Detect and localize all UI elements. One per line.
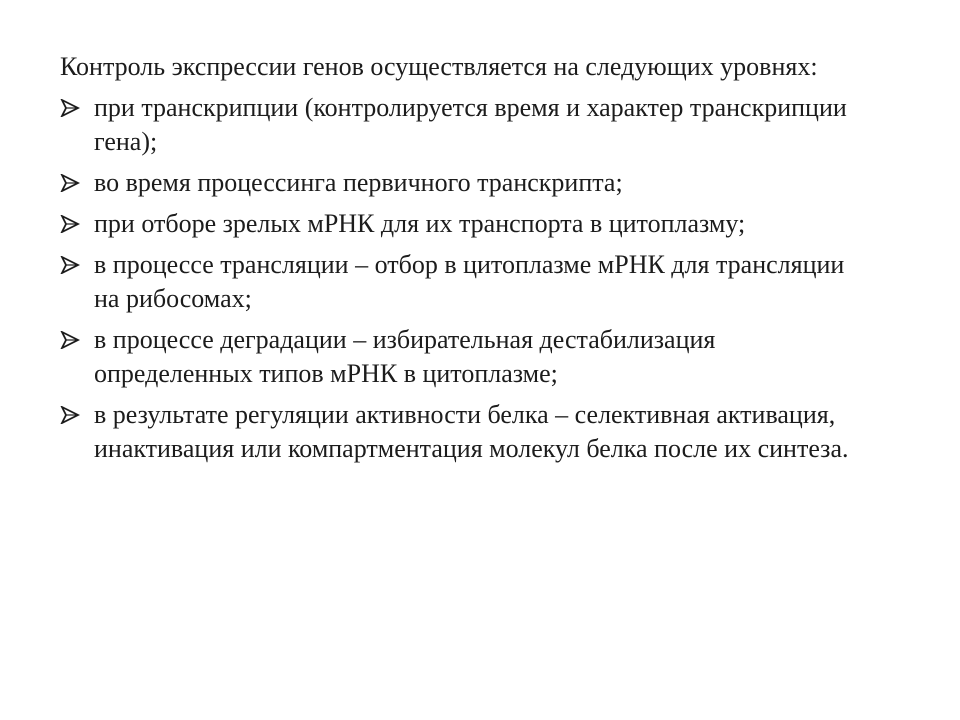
list-item [60, 398, 860, 466]
bullet-list [60, 91, 860, 466]
list-item-text: при отборе зрелых мРНК для их транспорта в цитоплазму; [94, 209, 746, 238]
slide-content [60, 50, 860, 473]
list-item-text: в процессе трансляции – отбор в цитоплазме мРНК для трансляции на рибосомах; [94, 250, 845, 313]
intro-text: Контроль экспрессии генов осуществляется на следующих уровнях: [60, 52, 818, 81]
list-item-text: в результате регуляции активности белка – селективная активация, инактивация или компартментация молекул белка после их синтеза. [94, 400, 849, 463]
list-item [60, 207, 860, 241]
arrow-bullet-icon [60, 99, 80, 117]
list-item [60, 91, 860, 159]
arrow-bullet-icon [60, 174, 80, 192]
arrow-bullet-icon [60, 406, 80, 424]
arrow-bullet-icon [60, 331, 80, 349]
list-item-text: при транскрипции (контролируется время и характер транскрипции гена); [94, 93, 847, 156]
list-item-text: во время процессинга первичного транскрипта; [94, 168, 623, 197]
list-item-text: в процессе деградации – избирательная дестабилизация определенных типов мРНК в цитоплазме; [94, 325, 716, 388]
arrow-bullet-icon [60, 215, 80, 233]
list-item [60, 166, 860, 200]
list-item [60, 323, 860, 391]
arrow-bullet-icon [60, 256, 80, 274]
list-item [60, 248, 860, 316]
